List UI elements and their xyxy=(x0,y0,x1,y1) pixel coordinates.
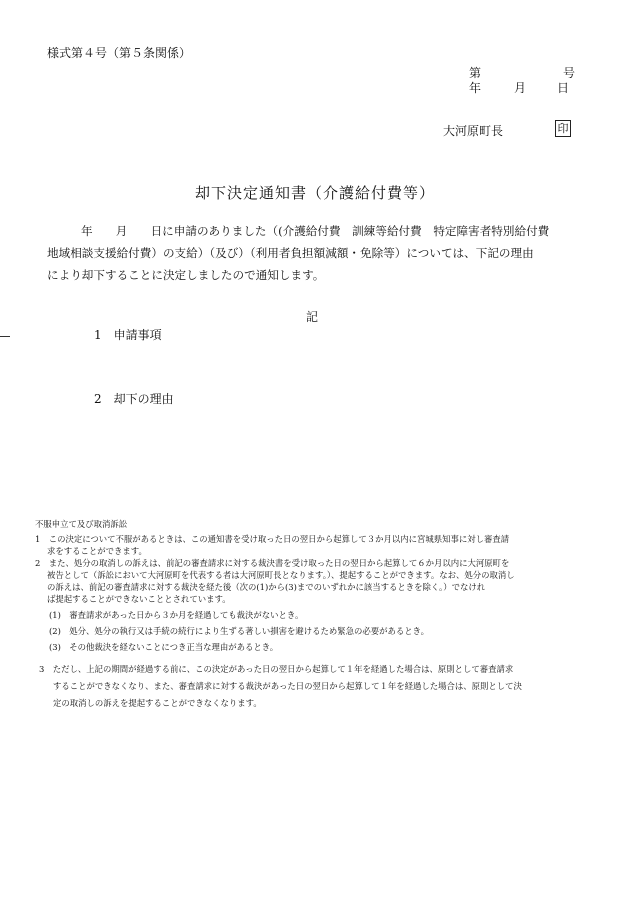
notification-body xyxy=(47,220,587,286)
notice-sub-2: (2) 処分、処分の執行又は手続の続行により生ずる著しい損害を避けるため緊急の必要があるとき。 xyxy=(49,626,430,636)
notice-p1-line2: 求をすることができます。 xyxy=(47,546,147,556)
item-application-matters: 1 申請事項 xyxy=(94,328,162,342)
notice-p1-line1: 1 この決定について不服があるときは、この通知書を受け取った日の翌日から起算して３か月以内に宮城県知事に対し審査請 xyxy=(35,534,510,544)
notice-sub-3: (3) その他裁決を経ないことにつき正当な理由があるとき。 xyxy=(49,642,279,652)
margin-mark xyxy=(0,336,10,337)
form-number: 様式第４号（第５条関係） xyxy=(47,46,192,60)
issuer-name: 大河原町長 xyxy=(443,124,504,138)
ki-heading: 記 xyxy=(306,310,319,324)
item-rejection-reason: 2 却下の理由 xyxy=(94,392,174,406)
document-number-label: 第 xyxy=(469,66,482,80)
notice-p3-line2: することができなくなり、また、審査請求に対する裁決があった日の翌日から起算して１年を経過した場合は、原則として決 xyxy=(53,681,522,691)
notice-p2-line1: 2 また、処分の取消しの訴えは、前記の審査請求に対する裁決書を受け取った日の翌日から起算して６か月以内に大河原町を xyxy=(35,558,510,568)
body-line-1: 年 月 日に申請のありました（(介護給付費 訓練等給付費 特定障害者特別給付費 xyxy=(81,224,550,238)
appeal-notice xyxy=(35,518,605,712)
notice-heading: 不服申立て及び取消訴訟 xyxy=(35,519,128,529)
document-title: 却下決定通知書（介護給付費等） xyxy=(194,184,435,202)
body-line-3: により却下することに決定しましたので通知します。 xyxy=(47,268,325,282)
notice-sub-1: (1) 審査請求があった日から３か月を経過しても裁決がないとき。 xyxy=(49,610,304,620)
notice-p2-line4: ば提起することができないこととされています。 xyxy=(47,594,231,604)
notice-p2-line3: の訴えは、前記の審査請求に対する裁決を経た後（次の(1)から(3)までのいずれかに該当するときを除く。）でなけれ xyxy=(47,582,486,592)
notice-p3-line1: 3 ただし、上記の期間が経過する前に、この決定があった日の翌日から起算して１年を経過した場合は、原則として審査請求 xyxy=(39,664,514,674)
notice-p2-line2: 被告として（訴訟において大河原町を代表する者は大河原町長となります。）、提起することができます。なお、処分の取消し xyxy=(47,570,515,580)
document-number-suffix: 号 xyxy=(563,66,576,80)
date-day-label: 日 xyxy=(557,81,570,95)
date-month-label: 月 xyxy=(514,81,527,95)
seal-stamp: 印 xyxy=(555,120,571,137)
date-year-label: 年 xyxy=(469,81,482,95)
notice-p3-line3: 定の取消しの訴えを提起することができなくなります。 xyxy=(53,698,262,708)
body-line-2: 地域相談支援給付費）の支給）（及び）（利用者負担額減額・免除等）については、下記の理由 xyxy=(47,246,534,260)
